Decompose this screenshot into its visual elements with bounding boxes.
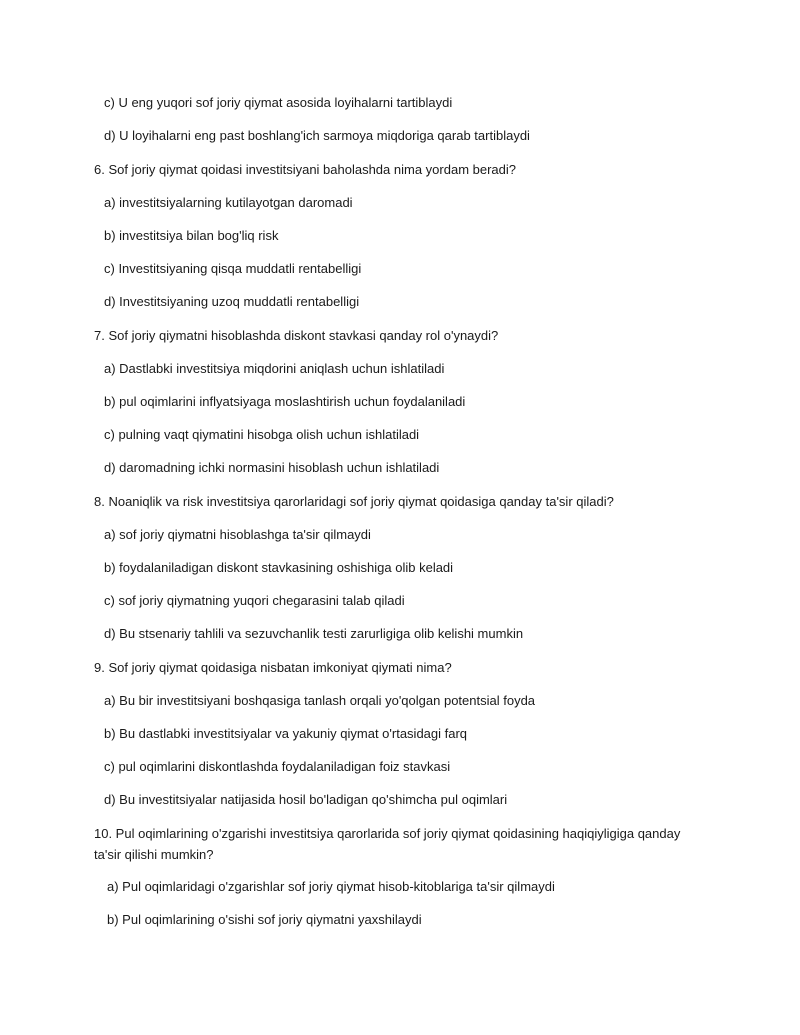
option-a-q10: a) Pul oqimlaridagi o'zgarishlar sof joriy qiymat hisob-kitoblariga ta'sir qilmaydi [107,879,555,894]
option-a-q6: a) investitsiyalarning kutilayotgan daromadi [104,195,353,210]
option-c-q6: c) Investitsiyaning qisqa muddatli rentabelligi [104,261,362,276]
option-b-q6: b) investitsiya bilan bog'liq risk [104,228,279,243]
option-c-q5: c) U eng yuqori sof joriy qiymat asosida loyihalarni tartiblaydi [104,95,453,110]
option-b-q8: b) foydalaniladigan diskont stavkasining oshishiga olib keladi [104,560,454,575]
option-a-q8: a) sof joriy qiymatni hisoblashga ta'sir qilmaydi [104,527,371,542]
option-c-q7: c) pulning vaqt qiymatini hisobga olish uchun ishlatiladi [104,427,420,442]
option-c-q9: c) pul oqimlarini diskontlashda foydalaniladigan foiz stavkasi [104,759,451,774]
option-b-q7: b) pul oqimlarini inflyatsiyaga moslashtirish uchun foydalaniladi [104,394,466,409]
question-6: 6. Sof joriy qiymat qoidasi investitsiyani baholashda nima yordam beradi? [94,162,516,177]
option-a-q7: a) Dastlabki investitsiya miqdorini aniqlash uchun ishlatiladi [104,361,445,376]
option-d-q7: d) daromadning ichki normasini hisoblash uchun ishlatiladi [104,460,440,475]
question-10-line-2: ta'sir qilishi mumkin? [94,847,214,862]
option-c-q8: c) sof joriy qiymatning yuqori chegarasini talab qiladi [104,593,405,608]
question-7: 7. Sof joriy qiymatni hisoblashda diskont stavkasi qanday rol o'ynaydi? [94,328,499,343]
option-a-q9: a) Bu bir investitsiyani boshqasiga tanlash orqali yo'qolgan potentsial foyda [104,693,536,708]
option-d-q6: d) Investitsiyaning uzoq muddatli rentabelligi [104,294,360,309]
question-10-line-1: 10. Pul oqimlarining o'zgarishi investitsiya qarorlarida sof joriy qiymat qoidasining haqiqiyligiga qanday [94,826,681,841]
option-d-q5: d) U loyihalarni eng past boshlang'ich sarmoya miqdoriga qarab tartiblaydi [104,128,530,143]
option-b-q10: b) Pul oqimlarining o'sishi sof joriy qiymatni yaxshilaydi [107,912,422,927]
option-d-q8: d) Bu stsenariy tahlili va sezuvchanlik testi zarurligiga olib kelishi mumkin [104,626,524,641]
option-b-q9: b) Bu dastlabki investitsiyalar va yakuniy qiymat o'rtasidagi farq [104,726,468,741]
question-8: 8. Noaniqlik va risk investitsiya qarorlaridagi sof joriy qiymat qoidasiga qanday ta'sir qiladi? [94,494,614,509]
option-d-q9: d) Bu investitsiyalar natijasida hosil bo'ladigan qo'shimcha pul oqimlari [104,792,508,807]
question-9: 9. Sof joriy qiymat qoidasiga nisbatan imkoniyat qiymati nima? [94,660,452,675]
